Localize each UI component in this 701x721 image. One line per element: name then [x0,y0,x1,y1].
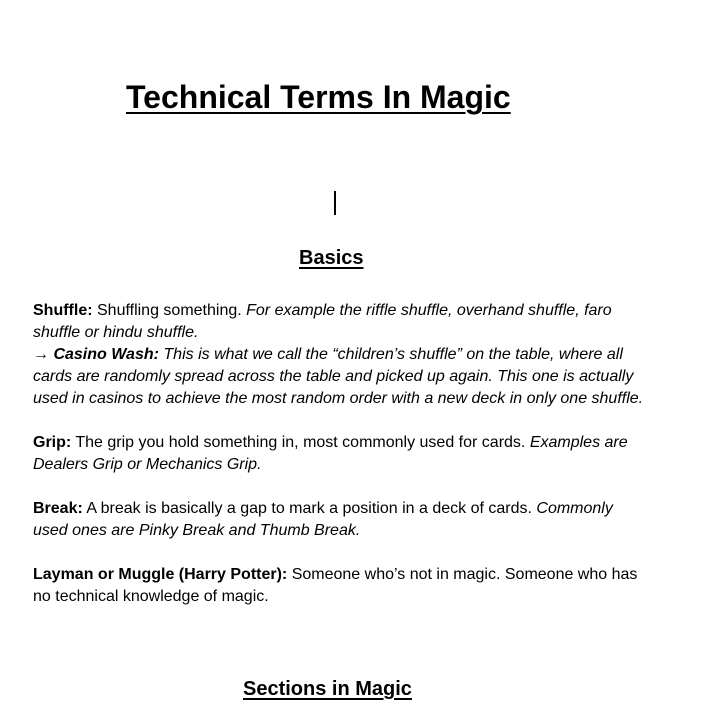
term-layman: Layman or Muggle (Harry Potter): [33,566,288,583]
definition-break: A break is basically a gap to mark a position in a deck of cards. [82,500,537,517]
text-cursor [334,191,336,215]
basics-section-body [33,300,648,608]
entry-break [33,498,648,542]
definition-casino-wash: This is what we call the “children’s shuffle” on the table, where all cards are randomly spread across the table and picked up again. This one is actually used in casinos to achieve the most random order with a new deck in only one shuffle. [33,346,644,407]
term-shuffle: Shuffle: [33,302,93,319]
section-heading-basics: Basics [299,247,364,269]
entry-layman [33,564,648,608]
definition-layman: Someone who’s not in magic. Someone who has no technical knowledge of magic. [33,566,638,605]
entry-shuffle [33,300,648,344]
document-title: Technical Terms In Magic [126,79,511,115]
term-break: Break: [33,500,83,517]
entry-grip [33,432,648,476]
definition-shuffle: Shuffling something. [92,302,247,319]
section-heading-sections-in-magic: Sections in Magic [243,678,412,700]
arrow-icon: → [33,346,54,363]
entry-casino-wash [33,344,648,410]
example-break: Commonly used ones are Pinky Break and Thumb Break. [33,500,613,539]
definition-grip: The grip you hold something in, most commonly used for cards. [71,434,530,451]
term-casino-wash: Casino Wash: [53,346,159,363]
term-grip: Grip: [33,434,72,451]
example-shuffle: For example the riffle shuffle, overhand shuffle, faro shuffle or hindu shuffle. [33,302,612,341]
example-grip: Examples are Dealers Grip or Mechanics Grip. [33,434,628,473]
